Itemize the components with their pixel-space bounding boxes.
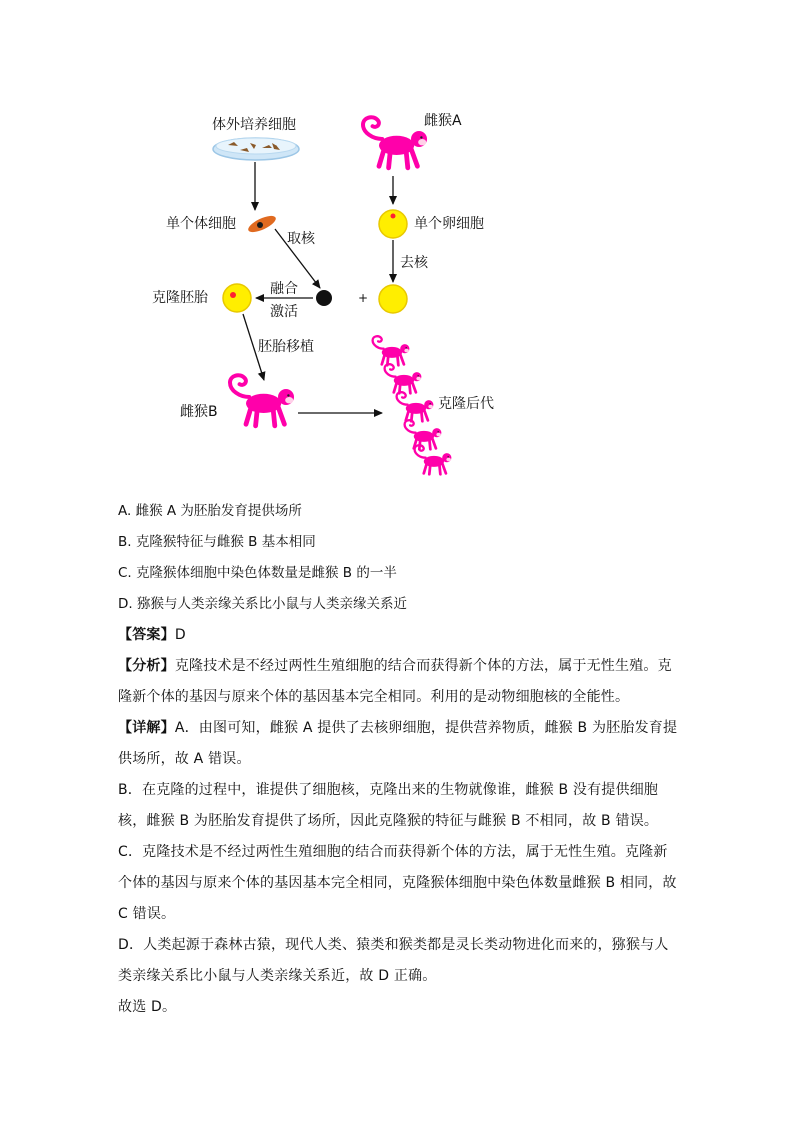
cloned-embryo-icon — [223, 284, 251, 312]
question-content — [118, 496, 678, 1023]
detail-c-text: C．克隆技术是不经过两性生殖细胞的结合而获得新个体的方法，属于无性生殖。克隆新个体的基因与原来个体的基因基本完全相同，克隆猴体细胞中染色体数量雌猴 B 相同，故 C 错误。 — [118, 844, 677, 922]
label-cloned-embryo: 克隆胚胎 — [152, 290, 208, 306]
monkey-b-icon — [230, 375, 294, 425]
label-take-nucleus: 取核 — [287, 231, 315, 247]
detail-a-paragraph — [118, 713, 678, 775]
answer-tag: 【答案】 — [118, 627, 175, 643]
option-d: D. 猕猴与人类亲缘关系比小鼠与人类亲缘关系近 — [118, 596, 407, 612]
option-c: C. 克隆猴体细胞中染色体数量是雌猴 B 的一半 — [118, 565, 397, 581]
detail-a-text: A．由图可知，雌猴 A 提供了去核卵细胞，提供营养物质，雌猴 B 为胚胎发育提供场所，故 A 错误。 — [118, 720, 678, 767]
analysis-text: 克隆技术是不经过两性生殖细胞的结合而获得新个体的方法，属于无性生殖。克隆新个体的基因与原来个体的基因基本完全相同。利用的是动物细胞核的全能性。 — [118, 658, 672, 705]
label-culture-cells: 体外培养细胞 — [212, 117, 296, 133]
monkey-a-icon — [363, 117, 427, 167]
label-monkey-b: 雌猴B — [180, 404, 218, 420]
enucleated-egg-icon — [379, 285, 407, 313]
label-single-egg: 单个卵细胞 — [414, 216, 484, 232]
label-fuse: 融合 — [270, 281, 298, 297]
answer-value: D — [174, 627, 186, 643]
option-b: B. 克隆猴特征与雌猴 B 基本相同 — [118, 534, 316, 550]
conclusion-text: 故选 D。 — [118, 999, 177, 1015]
detail-b-text: B．在克隆的过程中，谁提供了细胞核，克隆出来的生物就像谁，雌猴 B 没有提供细胞核，雌猴 B 为胚胎发育提供了场所，因此克隆猴的特征与雌猴 B 不相同，故 B 错误。 — [118, 782, 659, 829]
label-embryo-transfer: 胚胎移植 — [258, 339, 314, 355]
detail-d-text: D．人类起源于森林古猿，现代人类、猿类和猴类都是灵长类动物进化而来的，猕猴与人类亲缘关系比小鼠与人类亲缘关系近，故 D 正确。 — [118, 937, 669, 984]
label-plus: + — [358, 291, 369, 305]
label-monkey-a: 雌猴A — [424, 113, 462, 129]
cloning-diagram — [0, 0, 794, 480]
label-offspring: 克隆后代 — [438, 396, 494, 412]
detail-tag: 【详解】 — [118, 720, 175, 736]
option-a: A. 雌猴 A 为胚胎发育提供场所 — [118, 503, 302, 519]
answer-line — [118, 620, 678, 651]
petri-dish-icon — [213, 138, 299, 160]
analysis-paragraph — [118, 651, 678, 713]
somatic-cell-icon — [246, 213, 278, 236]
label-remove-nucleus: 去核 — [400, 255, 428, 271]
egg-cell-icon — [379, 210, 407, 238]
nucleus-icon — [316, 290, 332, 306]
label-activate: 激活 — [270, 304, 298, 320]
label-single-cell: 单个体细胞 — [166, 216, 236, 232]
cloning-diagram-graphic — [0, 0, 794, 480]
analysis-tag: 【分析】 — [118, 658, 175, 674]
